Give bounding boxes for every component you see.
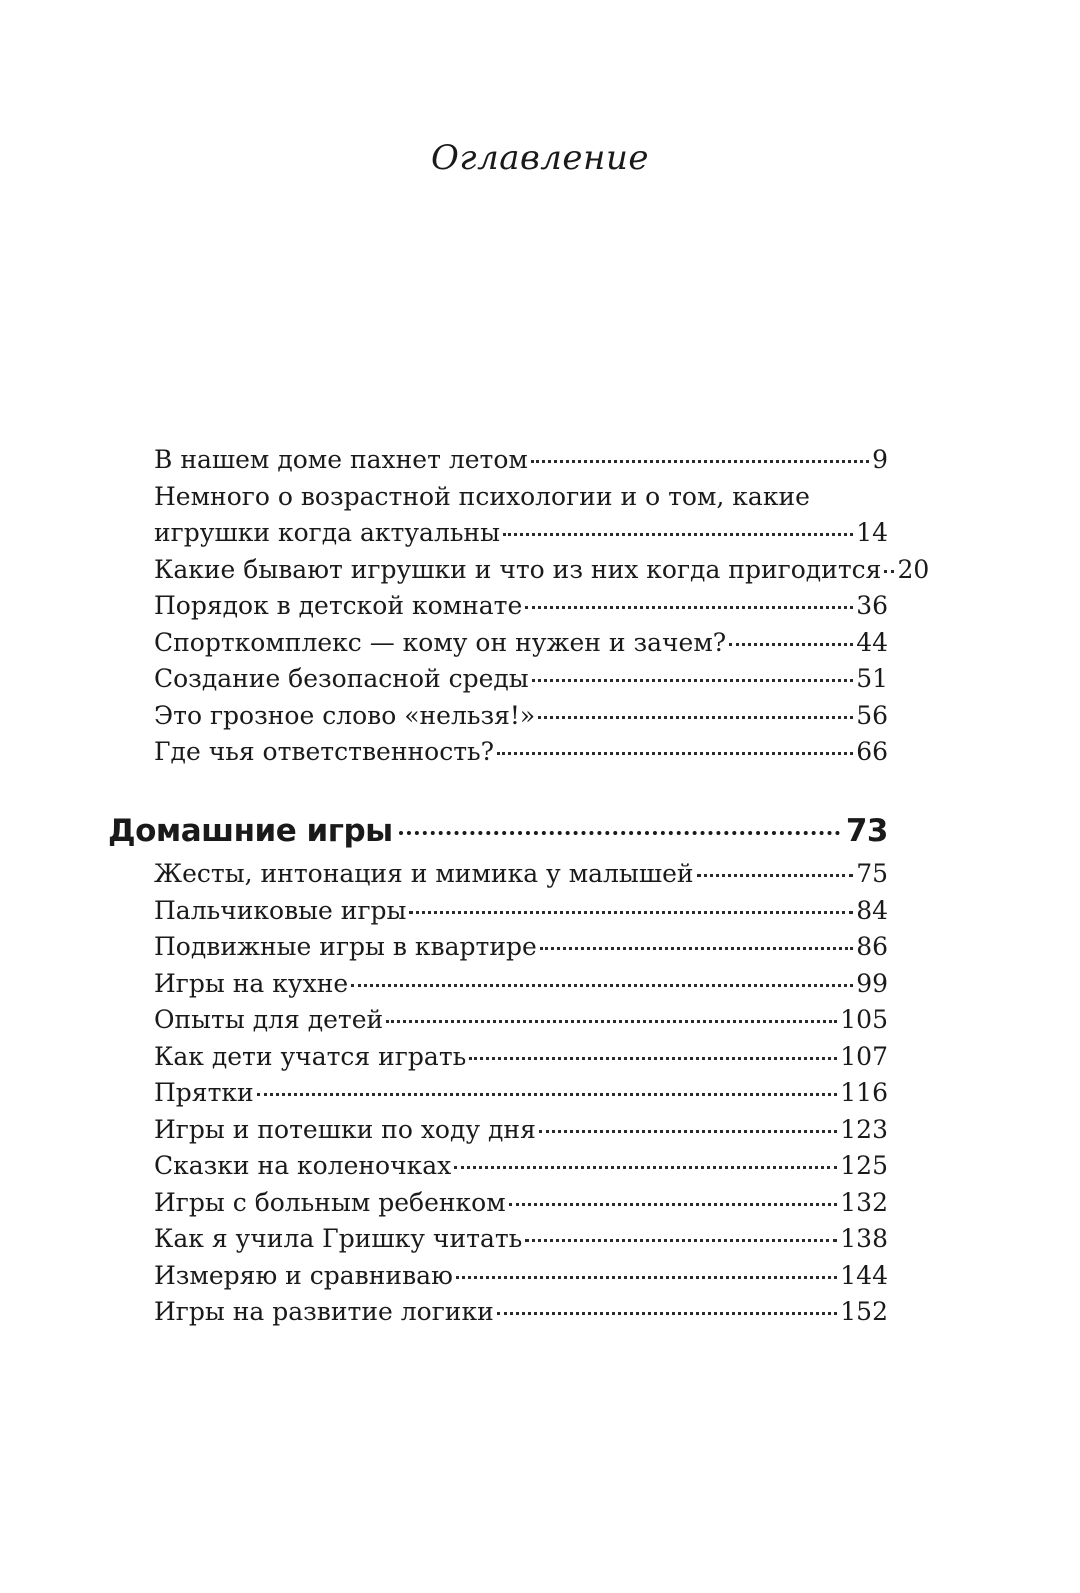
leader-dots <box>399 831 840 835</box>
toc-entry-title: Порядок в детской комнате <box>154 591 523 620</box>
leader-dots <box>454 1166 837 1169</box>
leader-dots <box>884 570 894 573</box>
toc-entry-page: 56 <box>856 700 888 730</box>
leader-dots <box>351 984 853 987</box>
toc-entry-title: Игры на развитие логики <box>154 1297 494 1326</box>
toc-entry-title: Игры и потешки по ходу дня <box>154 1114 536 1144</box>
toc-entry[interactable] <box>154 1075 888 1112</box>
leader-dots <box>532 679 853 682</box>
toc-entry-title: Игры на кухне <box>154 968 349 998</box>
toc-entry[interactable] <box>154 734 888 771</box>
leader-dots <box>540 947 853 950</box>
toc-entry-title: Пальчиковые игры <box>154 895 407 925</box>
leader-dots <box>497 752 853 755</box>
toc-entry-title: Подвижные игры в квартире <box>154 932 537 961</box>
toc-section-group <box>0 808 1080 1331</box>
toc-entry-page: 36 <box>856 591 888 620</box>
toc-entry-page: 66 <box>856 737 888 766</box>
toc-entry-page: 123 <box>840 1114 888 1144</box>
toc-entry-title-cont: игрушки когда актуальны <box>154 518 500 547</box>
toc-section-entries <box>0 856 1080 1331</box>
leader-dots <box>386 1020 837 1023</box>
leader-dots <box>531 460 869 463</box>
toc-entry[interactable] <box>154 929 888 966</box>
page-title: Оглавление <box>431 138 649 178</box>
toc-section-heading[interactable] <box>108 808 888 854</box>
leader-dots <box>257 1093 838 1096</box>
toc-entry-page: 132 <box>840 1187 888 1217</box>
toc-entry-page: 105 <box>840 1005 888 1034</box>
toc-entry-page: 84 <box>856 895 888 925</box>
toc-entry-title: Спорткомплекс — кому он нужен и зачем? <box>154 627 727 657</box>
toc-entry-title: Создание безопасной среды <box>154 664 529 693</box>
toc-entry[interactable] <box>154 1185 888 1222</box>
leader-dots <box>538 716 853 719</box>
toc-entry[interactable] <box>154 1039 888 1076</box>
toc-entry-title: Прятки <box>154 1078 254 1107</box>
section-title: Домашние игры <box>108 813 393 849</box>
leader-dots <box>697 874 854 877</box>
leader-dots <box>497 1312 838 1315</box>
leader-dots <box>539 1130 837 1133</box>
toc-entry-title: Жесты, интонация и мимика у малышей <box>154 859 694 888</box>
toc-entry[interactable] <box>154 625 888 662</box>
toc-entry[interactable] <box>154 1221 888 1258</box>
toc-entry-title: В нашем доме пахнет летом <box>154 445 528 474</box>
leader-dots <box>503 533 853 536</box>
toc-entry-title: Это грозное слово «нельзя!» <box>154 700 536 730</box>
toc-entry[interactable] <box>154 1148 888 1185</box>
toc-entry-page: 51 <box>856 664 888 693</box>
toc-entry[interactable] <box>154 698 888 735</box>
toc-entry[interactable] <box>154 1002 888 1039</box>
toc-entry-page: 107 <box>840 1041 888 1071</box>
toc-entry[interactable] <box>154 1112 888 1149</box>
toc-entry[interactable] <box>154 893 888 930</box>
toc-entry-title: Опыты для детей <box>154 1005 384 1034</box>
leader-dots <box>509 1203 838 1206</box>
toc-entry-page: 75 <box>856 859 888 888</box>
toc-entry-page: 116 <box>840 1078 888 1107</box>
toc-entry-page: 9 <box>872 445 888 474</box>
toc-entry-page: 144 <box>840 1260 888 1290</box>
toc-entry-page: 44 <box>856 627 888 657</box>
toc-entry-title: Игры с больным ребенком <box>154 1187 506 1217</box>
leader-dots <box>456 1276 837 1279</box>
toc-entry-page: 99 <box>856 968 888 998</box>
leader-dots <box>469 1057 837 1060</box>
toc-entry[interactable] <box>154 1258 888 1295</box>
toc-entry-title: Где чья ответственность? <box>154 737 495 766</box>
toc-entry-title: Немного о возрастной психологии и о том, какие <box>154 481 810 511</box>
toc-entry-title: Как дети учатся играть <box>154 1041 467 1071</box>
toc-entry[interactable] <box>154 552 930 589</box>
toc-entry-title: Сказки на коленочках <box>154 1151 452 1180</box>
toc-entry-title: Какие бывают игрушки и что из них когда пригодится <box>154 554 882 584</box>
toc-entry-page: 138 <box>840 1224 888 1253</box>
toc-entry[interactable] <box>154 661 888 698</box>
toc-entry-page: 125 <box>840 1151 888 1180</box>
toc-entry-page: 14 <box>856 518 888 547</box>
toc-entry-page: 20 <box>897 554 930 584</box>
toc-entry[interactable] <box>154 442 888 479</box>
leader-dots <box>525 1239 837 1242</box>
toc-entry-title: Как я учила Гришку читать <box>154 1224 523 1253</box>
toc-entry[interactable] <box>154 588 888 625</box>
toc-entry-page: 152 <box>840 1297 888 1326</box>
toc-entry[interactable] <box>154 966 888 1003</box>
toc-intro-group <box>0 442 1080 771</box>
toc-entry-title: Измеряю и сравниваю <box>154 1260 453 1290</box>
leader-dots <box>409 911 853 914</box>
section-page: 73 <box>845 813 888 849</box>
leader-dots <box>729 643 853 646</box>
toc-entry[interactable] <box>154 479 888 552</box>
toc-entry[interactable] <box>154 1294 888 1331</box>
toc-entry[interactable] <box>154 856 888 893</box>
leader-dots <box>525 606 853 609</box>
toc-entry-page: 86 <box>856 932 888 961</box>
